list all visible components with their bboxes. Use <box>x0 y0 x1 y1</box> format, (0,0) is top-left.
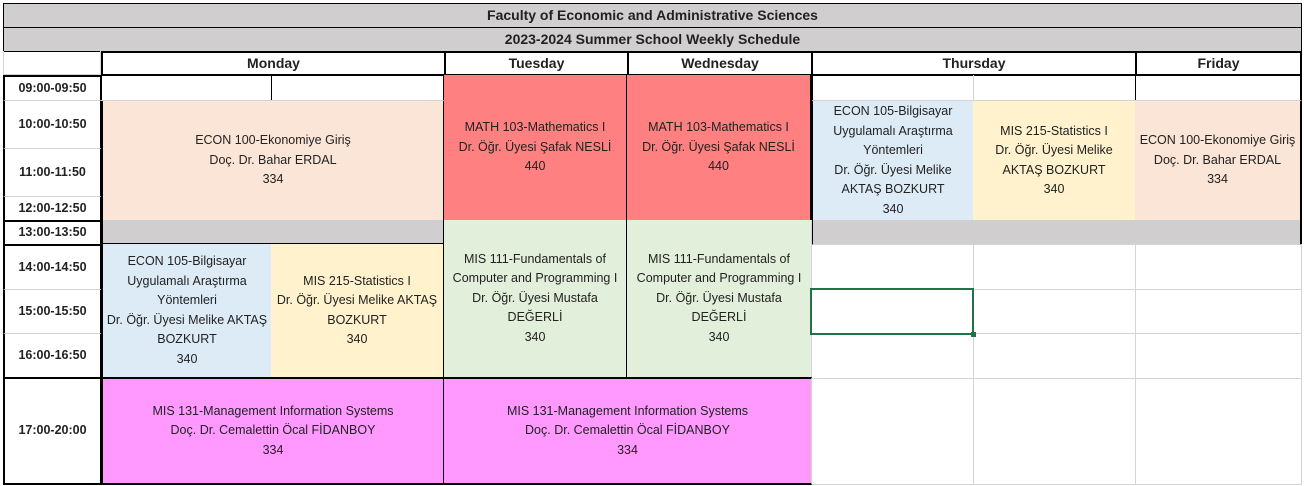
empty-cell[interactable] <box>811 334 974 379</box>
course-room: 340 <box>176 351 198 366</box>
course-title: ECON 100-Ekonomiye Giriş <box>195 133 351 148</box>
time-slot-1000[interactable]: 10:00-10:50 <box>3 101 102 149</box>
course-instructor: BOZKURT <box>327 312 387 327</box>
empty-cell[interactable] <box>1135 334 1302 379</box>
empty-cell[interactable] <box>973 75 1136 101</box>
empty-cell[interactable] <box>271 75 445 101</box>
course-line: Uygulamalı Araştırma <box>833 123 953 138</box>
time-slot-1500[interactable]: 15:00-15:50 <box>3 290 102 334</box>
time-slot-1200[interactable]: 12:00-12:50 <box>3 197 102 222</box>
break-cell-monday[interactable] <box>101 220 445 245</box>
course-title: MIS 215-Statistics I <box>303 273 411 288</box>
course-room: 334 <box>1207 172 1228 187</box>
course-instructor: Dr. Öğr. Üyesi Melike AKTAŞ <box>106 312 268 327</box>
empty-cell[interactable] <box>973 290 1136 334</box>
break-cell-thursday[interactable] <box>811 220 1136 245</box>
course-room: 340 <box>346 332 368 346</box>
empty-cell[interactable] <box>101 75 272 101</box>
faculty-title[interactable]: Faculty of Economic and Administrative Sciences <box>3 3 1302 28</box>
course-instructor: Dr. Öğr. Üyesi Şafak NESLİ <box>458 139 612 154</box>
course-instructor: Dr. Öğr. Üyesi Melike <box>995 143 1113 157</box>
course-econ100-friday[interactable] <box>1135 101 1302 222</box>
empty-cell[interactable] <box>973 244 1136 290</box>
course-room: 440 <box>708 159 729 174</box>
course-title: Computer and Programming I <box>636 271 802 286</box>
course-room: 340 <box>708 329 730 344</box>
course-econ105-monday[interactable] <box>101 244 272 379</box>
time-slot-1100[interactable]: 11:00-11:50 <box>3 149 102 197</box>
course-instructor: AKTAŞ BOZKURT <box>841 182 945 196</box>
course-instructor: Dr. Öğr. Üyesi Melike <box>834 162 952 177</box>
course-instructor: DEĞERLİ <box>507 310 563 325</box>
course-room: 334 <box>617 442 638 457</box>
break-cell-friday[interactable] <box>1135 220 1302 245</box>
empty-cell[interactable] <box>973 379 1136 485</box>
course-mis131-monday[interactable] <box>101 377 445 485</box>
corner-cell[interactable] <box>3 51 101 75</box>
time-slot-1300[interactable]: 13:00-13:50 <box>3 220 102 245</box>
course-title: MATH 103-Mathematics I <box>648 120 789 135</box>
course-title: ECON 100-Ekonomiye Giriş <box>1139 133 1296 148</box>
time-slot-1700[interactable]: 17:00-20:00 <box>3 377 102 485</box>
empty-cell[interactable] <box>973 334 1136 379</box>
time-slot-0900[interactable]: 09:00-09:50 <box>3 75 102 101</box>
schedule-title[interactable]: 2023-2024 Summer School Weekly Schedule <box>3 27 1302 52</box>
course-mis111-wednesday[interactable] <box>627 220 812 379</box>
empty-cell[interactable] <box>1135 244 1302 290</box>
course-mis215-thursday[interactable] <box>973 101 1136 222</box>
empty-cell[interactable] <box>1135 75 1302 101</box>
day-header-monday[interactable]: Monday <box>101 51 445 76</box>
course-room: 440 <box>524 159 546 174</box>
course-room: 334 <box>262 442 284 457</box>
empty-cell[interactable] <box>811 244 974 290</box>
course-title: Computer and Programming I <box>452 271 618 286</box>
empty-cell[interactable] <box>811 379 974 485</box>
course-room: 340 <box>1043 182 1065 196</box>
course-instructor: Doç. Dr. Bahar ERDAL <box>209 152 337 167</box>
course-line: ECON 105-Bilgisayar <box>833 104 953 118</box>
course-econ105-thursday[interactable] <box>811 101 974 222</box>
course-title: MIS 131-Management Information Systems <box>152 403 394 418</box>
course-mis215-monday[interactable] <box>271 244 445 379</box>
course-title: MIS 131-Management Information Systems <box>506 403 749 418</box>
course-instructor: Doç. Dr. Cemalettin Öcal FİDANBOY <box>525 423 730 438</box>
time-slot-1600[interactable]: 16:00-16:50 <box>3 334 102 379</box>
empty-cell[interactable] <box>811 75 974 101</box>
day-header-wednesday[interactable]: Wednesday <box>627 51 812 76</box>
time-slot-1400[interactable]: 14:00-14:50 <box>3 244 102 290</box>
course-title: MIS 111-Fundamentals of <box>648 251 790 266</box>
course-instructor: DEĞERLİ <box>691 310 747 325</box>
course-instructor: Doç. Dr. Bahar ERDAL <box>1153 152 1282 167</box>
course-room: 334 <box>262 172 284 187</box>
day-header-friday[interactable]: Friday <box>1135 51 1302 76</box>
day-header-thursday[interactable]: Thursday <box>811 51 1136 76</box>
course-mis111-tuesday[interactable] <box>444 220 628 379</box>
course-instructor: Dr. Öğr. Üyesi Şafak NESLİ <box>642 139 795 154</box>
course-instructor: Dr. Öğr. Üyesi Mustafa <box>656 290 782 305</box>
course-instructor: BOZKURT <box>157 332 217 346</box>
course-instructor: Doç. Dr. Cemalettin Öcal FİDANBOY <box>170 423 376 438</box>
course-room: 340 <box>524 329 546 344</box>
course-line: Uygulamalı Araştırma <box>127 273 247 288</box>
course-instructor: Dr. Öğr. Üyesi Melike AKTAŞ <box>276 293 438 307</box>
course-line: ECON 105-Bilgisayar <box>127 254 247 268</box>
course-title: MIS 111-Fundamentals of <box>464 251 606 266</box>
course-math103-tuesday[interactable] <box>444 75 628 222</box>
day-header-tuesday[interactable]: Tuesday <box>444 51 628 76</box>
course-instructor: AKTAŞ BOZKURT <box>1002 162 1106 177</box>
course-title: MATH 103-Mathematics I <box>464 120 606 135</box>
course-line: Yöntemleri <box>863 143 923 157</box>
course-math103-wednesday[interactable] <box>627 75 812 222</box>
course-econ100-monday[interactable] <box>101 101 445 222</box>
course-title: MIS 215-Statistics I <box>1000 123 1108 138</box>
empty-cell[interactable] <box>1135 290 1302 334</box>
course-instructor: Dr. Öğr. Üyesi Mustafa <box>472 290 598 305</box>
course-room: 340 <box>882 201 904 216</box>
empty-cell[interactable] <box>1135 379 1302 485</box>
course-line: Yöntemleri <box>157 293 217 307</box>
course-mis131-tuesday-wednesday[interactable] <box>444 377 812 485</box>
active-cell-selection[interactable] <box>810 288 974 335</box>
